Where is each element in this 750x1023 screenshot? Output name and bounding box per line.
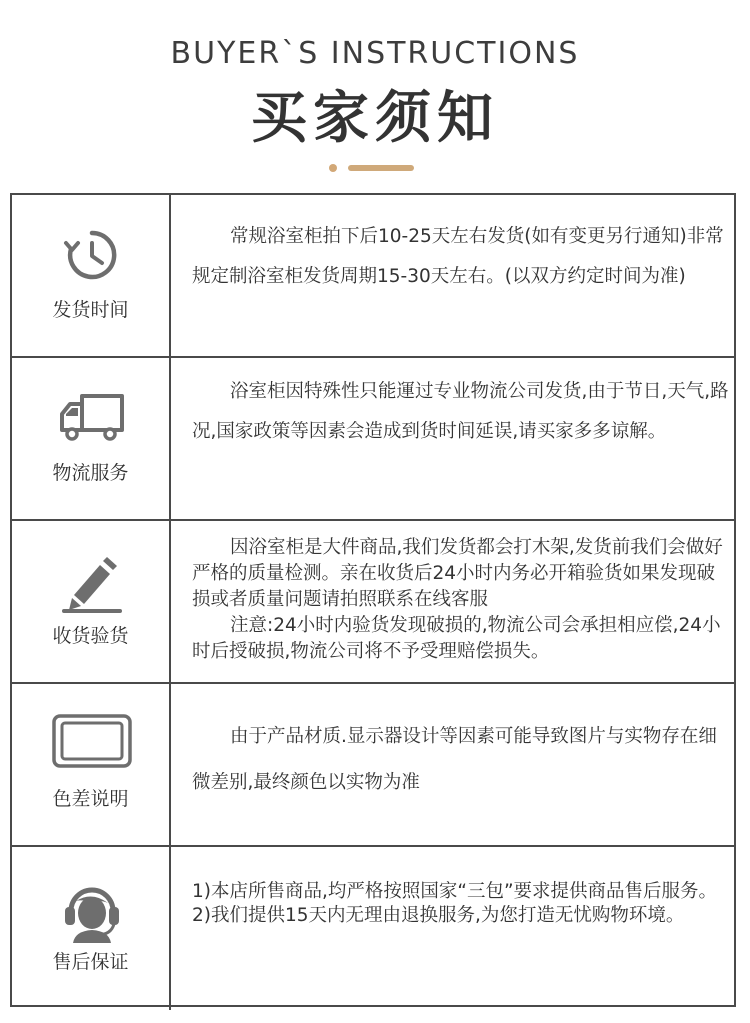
instruction-row-inspection — [12, 521, 734, 684]
row-label: 物流服务 — [52, 462, 129, 484]
paragraph: 注意:24小时内验货发现破损的,物流公司会承担相应偿,24小时后授破损,物流公司将不予受理赔偿损失。 — [192, 615, 721, 662]
decorative-bar — [348, 165, 414, 171]
row-content-cell — [171, 358, 734, 519]
row-label: 发货时间 — [52, 299, 129, 321]
row-label: 色差说明 — [52, 788, 129, 810]
row-text — [192, 880, 732, 928]
title-english: BUYER`S INSTRUCTIONS — [170, 36, 580, 71]
instruction-row-after-sales — [12, 847, 734, 1010]
clock-icon — [46, 225, 138, 297]
row-content-cell — [171, 684, 734, 845]
paragraph: 浴室柜因特殊性只能運过专业物流公司发货,由于节日,天气,路况,国家政策等因素会造成到货时间延误,请买家多多谅解。 — [192, 381, 729, 442]
row-label: 收货验货 — [52, 625, 129, 647]
row-text — [192, 714, 732, 806]
pencil-icon — [46, 551, 138, 623]
decorative-dot — [329, 164, 337, 172]
paragraph: 1)本店所售商品,均严格按照国家“三包”要求提供商品售后服务。 — [192, 881, 718, 902]
row-content-cell — [171, 195, 734, 356]
paragraph: 2)我们提供15天内无理由退换服务,为您打造无忧购物环境。 — [192, 905, 685, 926]
monitor-icon — [46, 714, 138, 786]
title-chinese: 买家须知 — [251, 86, 499, 151]
instruction-row-color-difference — [12, 684, 734, 847]
row-label-cell — [12, 684, 171, 845]
row-label-cell — [12, 847, 171, 1010]
paragraph: 常规浴室柜拍下后10-25天左右发货(如有变更另行通知)非常规定制浴室柜发货周期15-30天左右。(以双方约定时间为准) — [192, 226, 724, 287]
row-label: 售后保证 — [52, 951, 129, 973]
paragraph: 由于产品材质.显示器设计等因素可能导致图片与实物存在细微差别,最终颜色以实物为准 — [192, 726, 717, 793]
instruction-row-shipping-time — [12, 195, 734, 358]
paragraph: 因浴室柜是大件商品,我们发货都会打木架,发货前我们会做好严格的质量检测。亲在收货后24小时内务必开箱验货如果发现破损或者质量问题请拍照联系在线客服 — [192, 537, 723, 610]
row-text — [192, 217, 732, 297]
instruction-row-logistics — [12, 358, 734, 521]
row-content-cell — [171, 521, 734, 682]
truck-icon — [46, 388, 138, 460]
row-content-cell — [171, 847, 734, 1010]
row-label-cell — [12, 521, 171, 682]
row-label-cell — [12, 195, 171, 356]
instructions-table — [10, 193, 736, 1007]
row-text — [192, 535, 732, 665]
row-text — [192, 372, 732, 452]
headset-icon — [46, 877, 138, 949]
row-label-cell — [12, 358, 171, 519]
